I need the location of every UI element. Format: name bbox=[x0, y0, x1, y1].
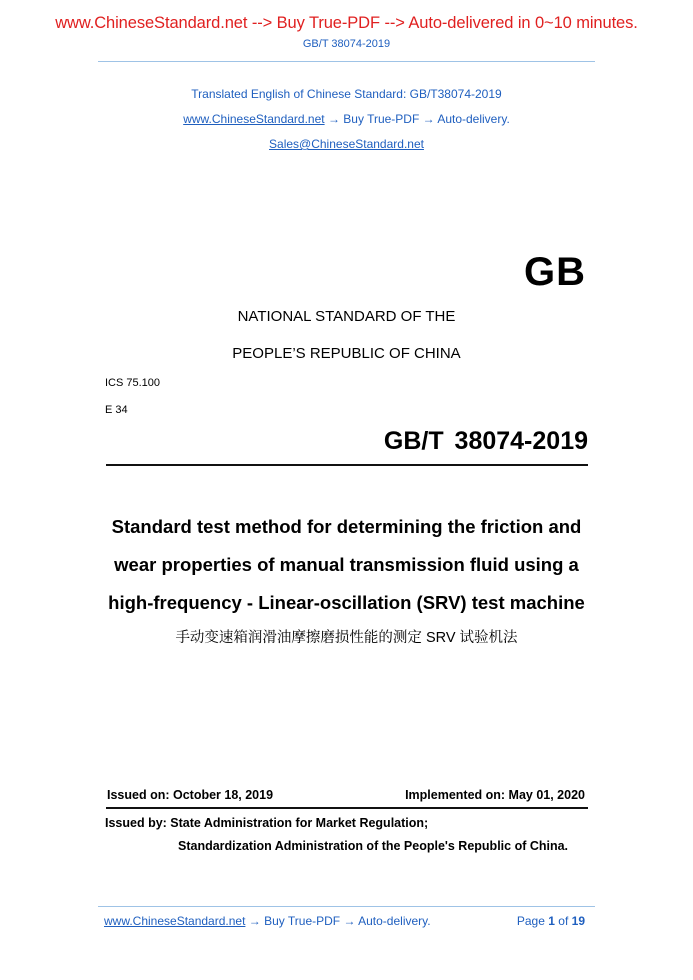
translated-line: Translated English of Chinese Standard: GB/T38074-2019 bbox=[191, 87, 502, 101]
issued-by-line-2: Standardization Administration of the People's Republic of China. bbox=[178, 839, 569, 853]
title-line-1: Standard test method for determining the friction and bbox=[111, 516, 582, 537]
dates-divider bbox=[106, 807, 588, 809]
title-line-2: wear properties of manual transmission fluid using a bbox=[114, 554, 579, 575]
ics-code: ICS 75.100 bbox=[105, 377, 161, 389]
implemented-on: Implemented on: May 01, 2020 bbox=[405, 788, 585, 802]
issued-by: Issued by: State Administration for Market Regulation; bbox=[105, 816, 429, 830]
chinese-title: 手动变速箱润滑油摩擦磨损性能的测定 SRV 试验机法 bbox=[175, 630, 518, 646]
footer-buy-text: → Buy True-PDF → Auto-delivery. bbox=[248, 914, 431, 928]
footer-site-link[interactable]: www.ChineseStandard.net bbox=[104, 914, 246, 928]
issued-on: Issued on: October 18, 2019 bbox=[107, 788, 274, 802]
email-link[interactable]: Sales@ChineseStandard.net bbox=[269, 137, 424, 151]
standard-code: GB/T 38074-2019 bbox=[383, 427, 588, 455]
national-line-1: NATIONAL STANDARD OF THE bbox=[237, 308, 456, 325]
page-label: Page bbox=[516, 914, 545, 928]
footer-left bbox=[104, 914, 431, 928]
page-total: 19 bbox=[571, 914, 585, 928]
page-number: 1 bbox=[548, 914, 555, 928]
footer-divider bbox=[98, 906, 595, 907]
header-divider bbox=[98, 61, 595, 62]
title-divider bbox=[106, 464, 588, 466]
title-line-3: high-frequency - Linear-oscillation (SRV) test machine bbox=[108, 592, 585, 613]
header-standard-code: GB/T 38074-2019 bbox=[302, 38, 391, 50]
page-indicator bbox=[517, 914, 585, 928]
site-link[interactable]: www.ChineseStandard.net bbox=[183, 112, 325, 126]
site-buy-line bbox=[0, 112, 693, 126]
top-banner-link[interactable]: www.ChineseStandard.net --> Buy True-PDF --> Auto-delivered in 0~10 minutes. bbox=[55, 14, 638, 32]
national-line-2: PEOPLE’S REPUBLIC OF CHINA bbox=[232, 345, 461, 362]
of-label: of bbox=[558, 914, 569, 928]
gb-logo: GB bbox=[524, 250, 586, 294]
email-line bbox=[0, 137, 693, 151]
buy-text: → Buy True-PDF → Auto-delivery. bbox=[327, 112, 510, 126]
ccs-code: E 34 bbox=[105, 404, 128, 416]
